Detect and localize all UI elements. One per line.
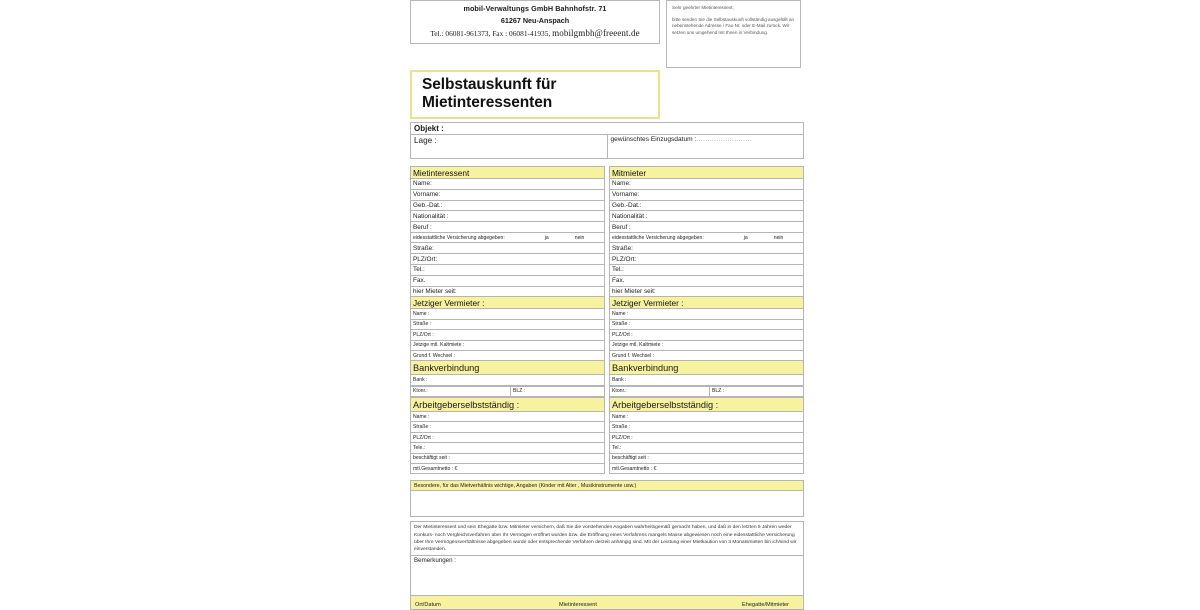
column-mietinteressent (410, 166, 605, 474)
company-address-box (410, 0, 660, 44)
left-bank-header-row (411, 361, 605, 375)
right-vermieter-strasse-row[interactable] (610, 319, 804, 329)
objekt-label[interactable]: Objekt : (411, 123, 804, 135)
left-fax-label[interactable]: Fax. (411, 275, 605, 286)
left-telefon-label[interactable]: Tel.: (411, 264, 605, 275)
left-selbststaendig-label[interactable]: selbstständig : (460, 399, 520, 410)
company-name-line: mobil-Verwaltungs GmbH Bahnhofstr. 71 (463, 4, 607, 13)
besondere-input-row[interactable] (411, 491, 804, 517)
left-gesamtnetto-row[interactable] (411, 464, 605, 474)
right-person-table (609, 166, 804, 386)
left-mieter-seit-row[interactable] (411, 286, 605, 297)
right-vermieter-strasse-label[interactable]: Straße : (610, 319, 804, 329)
right-telefon-row[interactable] (610, 264, 804, 275)
left-vorname-row[interactable] (411, 189, 605, 200)
right-konto-table (609, 386, 804, 397)
right-beruf-row[interactable] (610, 222, 804, 233)
right-geburtsdatum-row[interactable] (610, 200, 804, 211)
right-ag-name-row[interactable] (610, 412, 804, 422)
signature-ort-datum-label: Ort/Datum (415, 601, 441, 608)
left-arbeitgeber-header-row (411, 398, 605, 412)
right-ag-tel-row[interactable] (610, 443, 804, 453)
left-vermieter-header: Jetziger Vermieter : (411, 297, 605, 309)
left-bank-header: Bankverbindung (411, 361, 605, 375)
right-nationalitaet-row[interactable] (610, 211, 804, 222)
right-selbststaendig-label[interactable]: selbstständig : (659, 399, 719, 410)
signature-mietinteressent-label: Mietinteressent (559, 601, 597, 608)
left-nationalitaet-row[interactable] (411, 211, 605, 222)
left-geburtsdatum-row[interactable] (411, 200, 605, 211)
left-vermieter-strasse-label[interactable]: Straße : (411, 319, 605, 329)
right-fax-row[interactable] (610, 275, 804, 286)
notice-body: bitte senden Sie die Selbstauskunft vollständig ausgefüllt an nebenstehende Adresse / Fax-Nr. oder E-Mail zurück. Wir setzen uns umgehend mit Ihnen in Verbindung. (672, 16, 795, 35)
left-geburtsdatum-label[interactable]: Geb.-Dat.: (411, 200, 605, 211)
right-strasse-row[interactable] (610, 243, 804, 254)
besondere-header-row (411, 481, 804, 491)
right-kaltmiete-label[interactable]: Jetzige mtl. Kaltmiete : (610, 340, 804, 350)
left-ag-plz-row[interactable] (411, 432, 605, 442)
left-vermieter-strasse-row[interactable] (411, 319, 605, 329)
right-section-header-row (610, 167, 804, 179)
lage-label[interactable]: Lage : (411, 135, 608, 159)
right-name-label[interactable]: Name: (610, 179, 804, 190)
left-plz-ort-row[interactable] (411, 254, 605, 265)
right-ag-name-label[interactable]: Name : (610, 412, 804, 422)
left-section-header-row (411, 167, 605, 179)
right-eidesstattliche-label: eidesstattliche Versicherung abgegeben: (612, 234, 704, 241)
left-name-row[interactable] (411, 179, 605, 190)
left-ag-name-label[interactable]: Name : (411, 412, 605, 422)
left-strasse-label[interactable]: Straße: (411, 243, 605, 254)
right-vorname-label[interactable]: Vorname: (610, 189, 804, 200)
left-mieter-seit-label[interactable]: hier Mieter seit: (411, 286, 605, 297)
bemerkungen-label: Bemerkungen : (414, 556, 456, 564)
right-wechselgrund-row[interactable] (610, 350, 804, 360)
left-blz-label[interactable]: BLZ : (511, 386, 605, 396)
right-wechselgrund-label[interactable]: Grund f. Wechsel : (610, 350, 804, 360)
left-ag-plz-label[interactable]: PLZ/Ort : (411, 432, 605, 442)
left-strasse-row[interactable] (411, 243, 605, 254)
right-vermieter-header: Jetziger Vermieter : (610, 297, 804, 309)
right-arbeitgeber-header-row (610, 398, 804, 412)
besondere-header: Besondere, für das Mietverhältnis wichtige, Angaben (Kinder mit Alter , Musikinstrumente usw.) (411, 481, 804, 491)
left-gesamtnetto-label[interactable]: mtl.Gesamtnetto : € (411, 464, 605, 474)
right-eid-ja-option[interactable]: ja (743, 234, 748, 241)
company-city-line: 61267 Neu-Anspach (500, 16, 570, 25)
left-beschaeftigt-seit-row[interactable] (411, 453, 605, 463)
left-vorname-label[interactable]: Vorname: (411, 189, 605, 200)
right-beschaeftigt-seit-row[interactable] (610, 453, 804, 463)
right-ag-plz-label[interactable]: PLZ/Ort : (610, 432, 804, 442)
bemerkungen-area[interactable] (410, 556, 804, 596)
left-konto-table (410, 386, 605, 397)
besondere-input-area[interactable] (411, 491, 804, 517)
einzugsdatum-label: gewünschtes Einzugsdatum : (610, 136, 697, 143)
left-arbeitgeber-table (410, 397, 605, 474)
right-bank-header: Bankverbindung (610, 361, 804, 375)
title-wrapper (410, 70, 660, 119)
notice-box (666, 0, 801, 68)
left-eidesstattliche-row[interactable] (411, 232, 605, 242)
left-vermieter-header-row (411, 297, 605, 309)
left-wechselgrund-row[interactable] (411, 350, 605, 360)
right-section-header: Mitmieter (610, 167, 804, 179)
left-plz-ort-label[interactable]: PLZ/Ort: (411, 254, 605, 265)
right-ag-strasse-row[interactable] (610, 422, 804, 432)
right-ktonr-label[interactable]: Ktonr.: (610, 386, 710, 396)
right-plz-ort-label[interactable]: PLZ/Ort: (610, 254, 804, 265)
signature-ehegatte-label: Ehegatte/Mitmieter (742, 601, 789, 608)
left-ag-name-row[interactable] (411, 412, 605, 422)
left-eid-nein-option[interactable]: nein (574, 234, 585, 241)
right-nationalitaet-label[interactable]: Nationalität : (610, 211, 804, 222)
right-vorname-row[interactable] (610, 189, 804, 200)
right-eidesstattliche-cell[interactable] (610, 232, 804, 242)
right-blz-label[interactable]: BLZ : (710, 386, 804, 396)
besondere-angaben-table (410, 480, 804, 517)
right-konto-row[interactable] (610, 386, 804, 396)
right-ag-strasse-label[interactable]: Straße : (610, 422, 804, 432)
right-kaltmiete-row[interactable] (610, 340, 804, 350)
left-beruf-label[interactable]: Beruf : (411, 222, 605, 233)
left-bank-row[interactable] (411, 375, 605, 385)
left-section-header: Mietinteressent (411, 167, 605, 179)
right-eidesstattliche-row[interactable] (610, 232, 804, 242)
objekt-row (411, 123, 804, 135)
right-gesamtnetto-row[interactable] (610, 464, 804, 474)
left-arbeitgeber-header: Arbeitgeber (413, 399, 461, 410)
left-beschaeftigt-seit-label[interactable]: beschäftigt seit : (411, 453, 605, 463)
einzugsdatum-dots: ......................... (696, 136, 753, 143)
right-vermieter-name-label[interactable]: Name : (610, 309, 804, 319)
right-mieter-seit-label[interactable]: hier Mieter seit: (610, 286, 804, 297)
right-beruf-label[interactable]: Beruf : (610, 222, 804, 233)
left-vermieter-name-label[interactable]: Name : (411, 309, 605, 319)
left-vermieter-name-row[interactable] (411, 309, 605, 319)
left-kaltmiete-label[interactable]: Jetzige mtl. Kaltmiete : (411, 340, 605, 350)
left-vermieter-plz-row[interactable] (411, 330, 605, 340)
right-vermieter-name-row[interactable] (610, 309, 804, 319)
left-wechselgrund-label[interactable]: Grund f. Wechsel : (411, 350, 605, 360)
left-ag-strasse-row[interactable] (411, 422, 605, 432)
right-telefon-label[interactable]: Tel.: (610, 264, 804, 275)
left-kaltmiete-row[interactable] (411, 340, 605, 350)
right-bank-header-row (610, 361, 804, 375)
left-vermieter-plz-label[interactable]: PLZ/Ort : (411, 330, 605, 340)
left-arbeitgeber-header-cell (411, 398, 605, 412)
right-ag-tel-label[interactable]: Tel.: (610, 443, 804, 453)
right-bank-label[interactable]: Bank : (610, 375, 804, 385)
left-eidesstattliche-cell[interactable] (411, 232, 605, 242)
signature-row (410, 596, 804, 610)
right-arbeitgeber-header: Arbeitgeber (612, 399, 660, 410)
left-nationalitaet-label[interactable]: Nationalität : (411, 211, 605, 222)
left-ktonr-label[interactable]: Ktonr.: (411, 386, 511, 396)
right-plz-ort-row[interactable] (610, 254, 804, 265)
left-eid-ja-option[interactable]: ja (544, 234, 549, 241)
right-name-row[interactable] (610, 179, 804, 190)
left-eidesstattliche-label: eidesstattliche Versicherung abgegeben: (413, 234, 505, 241)
notice-salutation: Sehr geehrter Mietinteressent, (672, 5, 734, 10)
page-title: Selbstauskunft für Mietinteressenten (410, 70, 660, 119)
right-bank-row[interactable] (610, 375, 804, 385)
right-fax-label[interactable]: Fax. (610, 275, 804, 286)
objekt-table (410, 122, 804, 159)
left-konto-row[interactable] (411, 386, 605, 396)
company-email: mobilgmbh@freeent.de (552, 28, 640, 38)
left-name-label[interactable]: Name: (411, 179, 605, 190)
left-ag-tel-label[interactable]: Tele.: (411, 443, 605, 453)
right-gesamtnetto-label[interactable]: mtl.Gesamtnetto : € (610, 464, 804, 474)
right-geburtsdatum-label[interactable]: Geb.-Dat.: (610, 200, 804, 211)
left-ag-tel-row[interactable] (411, 443, 605, 453)
right-beschaeftigt-seit-label[interactable]: beschäftigt seit : (610, 453, 804, 463)
right-mieter-seit-row[interactable] (610, 286, 804, 297)
left-telefon-row[interactable] (411, 264, 605, 275)
right-eid-nein-option[interactable]: nein (773, 234, 784, 241)
company-phone-fax: Tel.: 06081-961373, Fax : 06081-41935, (430, 29, 551, 38)
company-contact-line (411, 27, 659, 40)
right-vermieter-plz-row[interactable] (610, 330, 804, 340)
left-bank-label[interactable]: Bank : (411, 375, 605, 385)
right-vermieter-header-row (610, 297, 804, 309)
declaration-text: Der Mietinteressent und sein Ehegatte bzw. Mitmieter versichern, daß Sie die vorstehenden Angaben wahrheitsgemäß gemacht haben, und daß in den letzten 5 Jahren weder Konkurs- noch Vergleichsverfahren über Ihr Vermögen eröffnet wurden bzw. die Eröffnung eines Verfahrens mangels Masse abgewiesen noch eine eidesstattliche Versicherung über Ihre Vermögensverhältnisse abgegeben wurde oder entsprechende Verfahren derzeit anhängig sind. Mit der Leistung einer Mietkaution von 3 Monatsmieten bin ich/sind wir einverstanden. (410, 521, 804, 555)
document-page (410, 0, 804, 610)
left-fax-row[interactable] (411, 275, 605, 286)
right-arbeitgeber-header-cell (610, 398, 804, 412)
right-arbeitgeber-table (609, 397, 804, 474)
left-beruf-row[interactable] (411, 222, 605, 233)
left-person-table (410, 166, 605, 386)
right-ag-plz-row[interactable] (610, 432, 804, 442)
document-header (410, 0, 804, 68)
lage-row (411, 135, 804, 159)
einzugsdatum-cell[interactable] (607, 135, 804, 159)
column-mitmieter (609, 166, 804, 474)
right-strasse-label[interactable]: Straße: (610, 243, 804, 254)
right-vermieter-plz-label[interactable]: PLZ/Ort : (610, 330, 804, 340)
left-ag-strasse-label[interactable]: Straße : (411, 422, 605, 432)
two-column-body (410, 166, 804, 474)
